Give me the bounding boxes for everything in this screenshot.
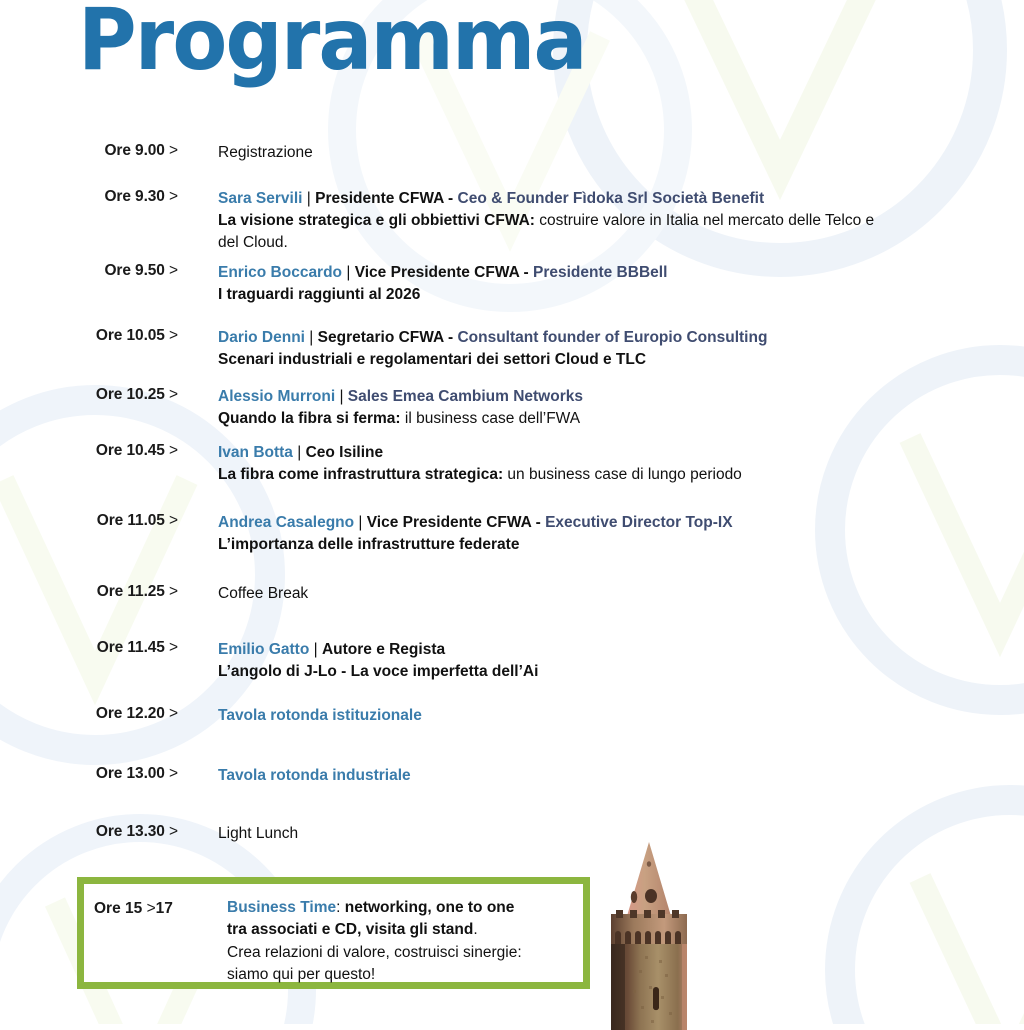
- chevron-icon: >: [164, 705, 178, 722]
- text-segment-sep: |: [313, 641, 322, 658]
- time-value: Ore 13.30: [95, 823, 165, 840]
- schedule-row: [78, 142, 313, 164]
- chevron-icon: >: [164, 823, 178, 840]
- business-time-highlight-box: [77, 877, 590, 989]
- schedule-row: [78, 327, 767, 371]
- text-segment-role-b: Autore e Regista: [321, 641, 446, 658]
- watermark-bottom-right: [800, 760, 1024, 1024]
- schedule-row-content: [218, 639, 538, 683]
- text-segment-talk-b: L’angolo di J-Lo - La voce imperfetta dell’Ai: [218, 663, 539, 680]
- text-segment-name: Alessio Murroni: [218, 388, 340, 405]
- text-segment-role-n: Ceo & Founder Fìdoka Srl Società Benefit: [457, 190, 765, 207]
- time-value: Ore 10.25: [95, 386, 165, 403]
- business-time-description: [227, 897, 577, 986]
- schedule-row-content: [218, 512, 733, 556]
- text-segment-role-b: Vice Presidente CFWA -: [366, 514, 546, 531]
- schedule-row: [78, 823, 298, 845]
- chevron-icon: >: [146, 900, 156, 917]
- chevron-icon: >: [164, 583, 178, 600]
- text-segment-talk-b: tra associati e CD, visita gli stand: [227, 921, 474, 939]
- text-segment-role-n: Presidente BBBell: [533, 264, 668, 281]
- schedule-row: [78, 442, 742, 486]
- time-value: Ore 11.05: [96, 512, 165, 529]
- time-value: Ore 9.50: [104, 262, 165, 279]
- schedule-row-content: [218, 705, 422, 727]
- schedule-line: [227, 919, 577, 941]
- text-segment-role-b: Presidente CFWA -: [315, 190, 458, 207]
- schedule-line: [218, 284, 667, 306]
- chevron-icon: >: [164, 327, 178, 344]
- text-segment-talk-n: .: [473, 921, 478, 939]
- text-segment-talk-n: siamo qui per questo!: [227, 965, 376, 983]
- time-value: Ore 12.20: [95, 705, 165, 722]
- time-value: Ore 10.05: [95, 327, 165, 344]
- schedule-row-time: [78, 765, 178, 783]
- text-segment-role-b: Vice Presidente CFWA -: [354, 264, 533, 281]
- text-segment-name: Ivan Botta: [218, 444, 298, 461]
- text-segment-plain: Light Lunch: [218, 825, 299, 842]
- schedule-row-time: [78, 705, 178, 723]
- schedule-line: [227, 942, 577, 964]
- chevron-icon: >: [164, 188, 178, 205]
- text-segment-hl: Business Time: [227, 899, 337, 916]
- text-segment-talk-n: Crea relazioni di valore, costruisci sinergie:: [227, 943, 522, 961]
- chevron-icon: >: [164, 142, 178, 159]
- schedule-row-time: [78, 386, 178, 404]
- watermark-right-lower: [790, 320, 1024, 740]
- schedule-line: [218, 262, 667, 284]
- schedule-line: [218, 583, 308, 605]
- text-segment-talk-b: Quando la fibra si ferma:: [218, 410, 405, 427]
- time-value: Ore 13.00: [95, 765, 165, 782]
- schedule-row: [78, 765, 411, 787]
- medieval-tower-illustration: [603, 840, 695, 1030]
- schedule-line: [227, 964, 577, 986]
- text-segment-role-b: Ceo Isiline: [305, 444, 384, 461]
- text-segment-sep: |: [297, 444, 306, 461]
- schedule-line: [218, 705, 422, 727]
- time-value: Ore 11.25: [96, 583, 165, 600]
- chevron-icon: >: [164, 512, 178, 529]
- text-segment-sep: |: [346, 264, 355, 281]
- text-segment-role-n: Executive Director Top-IX: [545, 514, 733, 531]
- schedule-row-content: [218, 765, 411, 787]
- text-segment-plain: Coffee Break: [218, 585, 309, 602]
- schedule-row-content: [218, 327, 767, 371]
- schedule-line: [218, 142, 313, 164]
- schedule-row-content: [218, 442, 742, 486]
- schedule-line: [218, 823, 298, 845]
- business-time-end: 17: [155, 900, 173, 917]
- chevron-icon: >: [164, 262, 178, 279]
- schedule-line: [227, 897, 577, 919]
- text-segment-role-n: Sales Emea Cambium Networks: [347, 388, 583, 405]
- schedule-line: [218, 512, 733, 534]
- schedule-row-content: [218, 262, 667, 306]
- text-segment-talk-n: costruire valore in Italia nel mercato delle Telco e del Cloud.: [218, 212, 875, 251]
- schedule-row-time: [78, 583, 178, 601]
- text-segment-talk-n: il business case dell’FWA: [404, 410, 581, 427]
- text-segment-talk-n: :: [336, 899, 345, 916]
- text-segment-talk-b: La visione strategica e gli obbiettivi CFWA:: [218, 212, 540, 229]
- page-title: Programma: [78, 0, 586, 90]
- business-time-start: Ore 15: [94, 900, 147, 917]
- text-segment-role-b: Segretario CFWA -: [317, 329, 458, 346]
- schedule-row: [78, 705, 422, 727]
- schedule-line: [218, 639, 538, 661]
- chevron-icon: >: [164, 386, 178, 403]
- text-segment-talk-n: un business case di lungo periodo: [507, 466, 742, 483]
- text-segment-sep: |: [306, 190, 316, 207]
- schedule-row: [78, 583, 308, 605]
- schedule-row-time: [78, 823, 178, 841]
- text-segment-hl: Tavola rotonda industriale: [218, 767, 411, 784]
- chevron-icon: >: [164, 639, 178, 656]
- schedule-line: [218, 188, 878, 210]
- schedule-line: [218, 386, 583, 408]
- text-segment-sep: |: [358, 514, 367, 531]
- schedule-line: [218, 464, 742, 486]
- text-segment-sep: |: [309, 329, 318, 346]
- time-value: Ore 9.00: [104, 142, 165, 159]
- schedule-row-content: [218, 386, 583, 430]
- schedule-row-time: [78, 327, 178, 345]
- text-segment-name: Sara Servili: [218, 190, 307, 207]
- schedule-line: [218, 442, 742, 464]
- text-segment-plain: Registrazione: [218, 144, 313, 161]
- schedule-row: [78, 386, 583, 430]
- text-segment-name: Enrico Boccardo: [218, 264, 347, 281]
- text-segment-talk-b: I traguardi raggiunti al 2026: [218, 286, 421, 303]
- schedule-row-time: [78, 142, 178, 160]
- text-segment-talk-b: networking, one to one: [344, 899, 515, 916]
- schedule-row-content: [218, 583, 308, 605]
- schedule-row: [78, 188, 878, 254]
- time-value: Ore 10.45: [95, 442, 165, 459]
- schedule-line: [218, 327, 767, 349]
- schedule-row-content: [218, 142, 313, 164]
- text-segment-name: Andrea Casalegno: [218, 514, 359, 531]
- schedule-row: [78, 262, 667, 306]
- schedule-row: [78, 512, 733, 556]
- chevron-icon: >: [164, 765, 178, 782]
- text-segment-talk-b: Scenari industriali e regolamentari dei settori Cloud e TLC: [218, 351, 647, 368]
- time-value: Ore 9.30: [104, 188, 165, 205]
- schedule-row-time: [78, 639, 178, 657]
- text-segment-hl: Tavola rotonda istituzionale: [218, 707, 422, 724]
- text-segment-talk-b: L’importanza delle infrastrutture federate: [218, 536, 520, 553]
- text-segment-sep: |: [339, 388, 348, 405]
- business-time-label: [94, 900, 173, 918]
- text-segment-role-n: Consultant founder of Europio Consulting: [457, 329, 768, 346]
- schedule-row-time: [78, 442, 178, 460]
- text-segment-talk-b: La fibra come infrastruttura strategica:: [218, 466, 508, 483]
- schedule-row-content: [218, 188, 878, 254]
- schedule-line: [218, 210, 878, 254]
- schedule-row-content: [218, 823, 298, 845]
- schedule-line: [218, 408, 583, 430]
- schedule-line: [218, 765, 411, 787]
- schedule-row-time: [78, 262, 178, 280]
- schedule-row-time: [78, 188, 178, 206]
- text-segment-name: Dario Denni: [218, 329, 310, 346]
- schedule-row: [78, 639, 538, 683]
- time-value: Ore 11.45: [96, 639, 165, 656]
- schedule-row-time: [78, 512, 178, 530]
- schedule-line: [218, 661, 538, 683]
- chevron-icon: >: [164, 442, 178, 459]
- schedule-line: [218, 349, 767, 371]
- text-segment-name: Emilio Gatto: [218, 641, 314, 658]
- schedule-line: [218, 534, 733, 556]
